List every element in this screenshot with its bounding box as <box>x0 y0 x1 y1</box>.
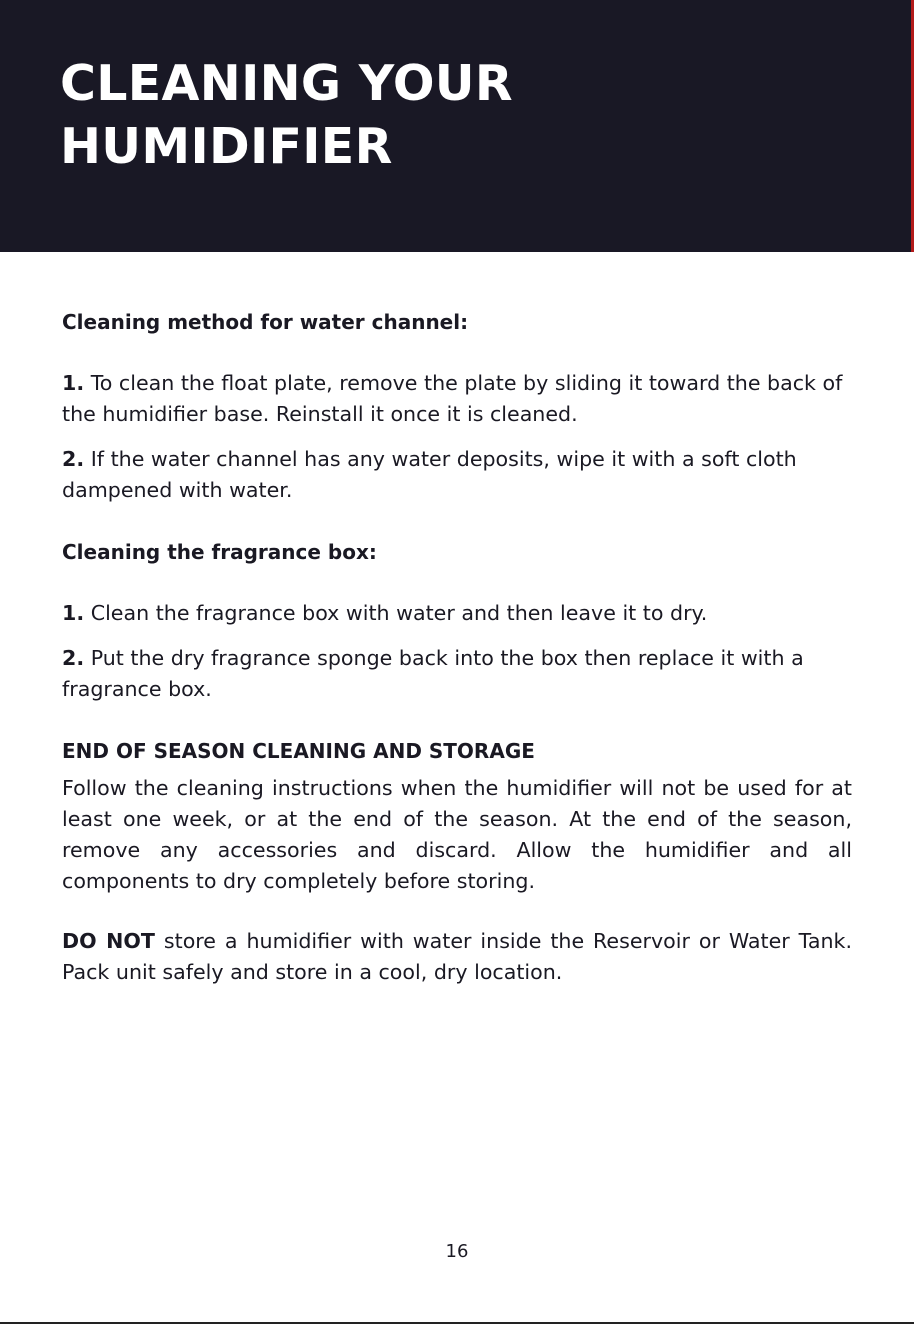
fragrance-box-heading: Cleaning the fragrance box: <box>62 540 377 564</box>
storage-section <box>62 735 852 988</box>
step-number: 2. <box>62 447 85 471</box>
storage-warning <box>62 926 852 988</box>
fragrance-box-step-2 <box>62 643 852 705</box>
warning-text: store a humidifier with water inside the Reservoir or Water Tank. Pack unit safely and store in a cool, dry location. <box>62 929 852 984</box>
main-content <box>62 306 852 988</box>
page-title-line-1: CLEANING YOUR <box>60 55 513 112</box>
fragrance-box-step-1 <box>62 598 852 629</box>
water-channel-section <box>62 306 852 506</box>
step-number: 1. <box>62 371 85 395</box>
warning-lead: DO NOT <box>62 929 155 953</box>
page-title-line-2: HUMIDIFIER <box>60 118 393 175</box>
water-channel-step-2 <box>62 444 852 506</box>
storage-heading: END OF SEASON CLEANING AND STORAGE <box>62 739 535 763</box>
water-channel-heading: Cleaning method for water channel: <box>62 310 469 334</box>
fragrance-box-section <box>62 536 852 705</box>
page-title <box>60 52 760 178</box>
step-number: 2. <box>62 646 85 670</box>
step-text: Clean the fragrance box with water and then leave it to dry. <box>90 601 708 625</box>
step-text: To clean the float plate, remove the plate by sliding it toward the back of the humidifier base. Reinstall it once it is cleaned. <box>62 371 843 426</box>
step-text: If the water channel has any water deposits, wipe it with a soft cloth dampened with water. <box>62 447 797 502</box>
storage-paragraph: Follow the cleaning instructions when the humidifier will not be used for at least one week, or at the end of the season. At the end of the season, remove any accessories and discard. Allow the humidifier and all components to dry completely before storing. <box>62 776 852 893</box>
page-number: 16 <box>445 1241 469 1262</box>
title-banner <box>0 0 911 252</box>
water-channel-step-1 <box>62 368 852 430</box>
step-text: Put the dry fragrance sponge back into the box then replace it with a fragrance box. <box>62 646 804 701</box>
step-number: 1. <box>62 601 85 625</box>
